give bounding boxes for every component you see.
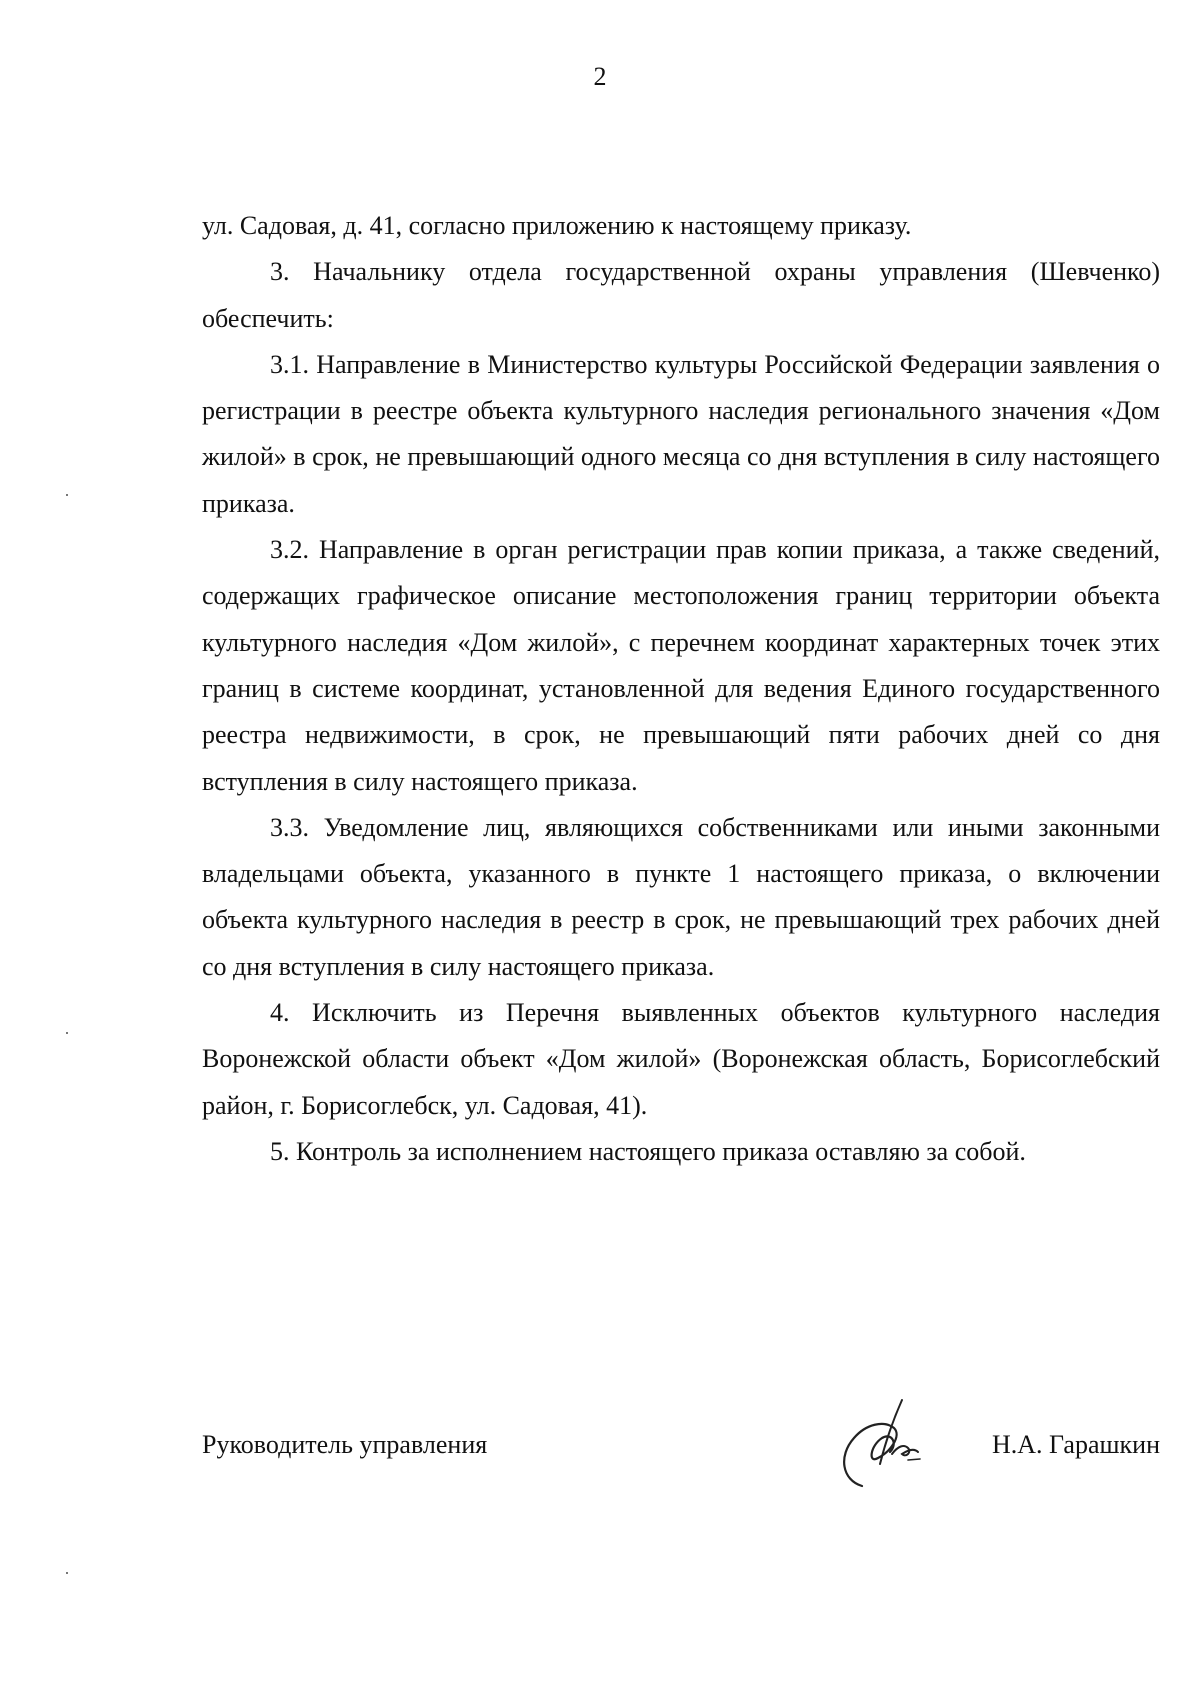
document-body bbox=[202, 203, 1160, 1175]
margin-tick bbox=[66, 1032, 68, 1034]
paragraph-continuation: ул. Садовая, д. 41, согласно приложению к настоящему приказу. bbox=[202, 211, 912, 240]
paragraph-item-3-2: 3.2. Направление в орган регистрации прав копии приказа, а также сведений, содержащих графическое описание местоположения границ территории объекта культурного наследия «Дом жилой», с перечнем координат характерных точек этих границ в системе координат, установленной для ведения Единого государственного реестра недвижимости, в срок, не превышающий пяти рабочих дней со дня вступления в силу настоящего приказа. bbox=[202, 535, 1160, 796]
paragraph-item-3-1: 3.1. Направление в Министерство культуры Российской Федерации заявления о регистрации в реестре объекта культурного наследия регионального значения «Дом жилой» в срок, не превышающий одного месяца со дня вступления в силу настоящего приказа. bbox=[202, 349, 1160, 518]
handwritten-signature-icon bbox=[828, 1394, 936, 1494]
margin-tick bbox=[66, 494, 68, 496]
paragraph-item-4: 4. Исключить из Перечня выявленных объектов культурного наследия Воронежской области объект «Дом жилой» (Воронежская область, Борисоглебский район, г. Борисоглебск, ул. Садовая, 41). bbox=[202, 998, 1160, 1120]
signer-title: Руководитель управления bbox=[202, 1430, 488, 1459]
page-number: 2 bbox=[593, 62, 607, 91]
signature-block bbox=[202, 1412, 1160, 1492]
paragraph-item-3-3: 3.3. Уведомление лиц, являющихся собственниками или иными законными владельцами объекта, указанного в пункте 1 настоящего приказа, о включении объекта культурного наследия в реестр в срок, не превышающий трех рабочих дней со дня вступления в силу настоящего приказа. bbox=[202, 812, 1160, 981]
paragraph-item-3: 3. Начальнику отдела государственной охраны управления (Шевченко) обеспечить: bbox=[202, 257, 1160, 333]
signer-name: Н.А. Гарашкин bbox=[992, 1430, 1160, 1459]
paragraph-item-5: 5. Контроль за исполнением настоящего приказа оставляю за собой. bbox=[270, 1136, 1026, 1166]
margin-tick bbox=[66, 1572, 68, 1574]
